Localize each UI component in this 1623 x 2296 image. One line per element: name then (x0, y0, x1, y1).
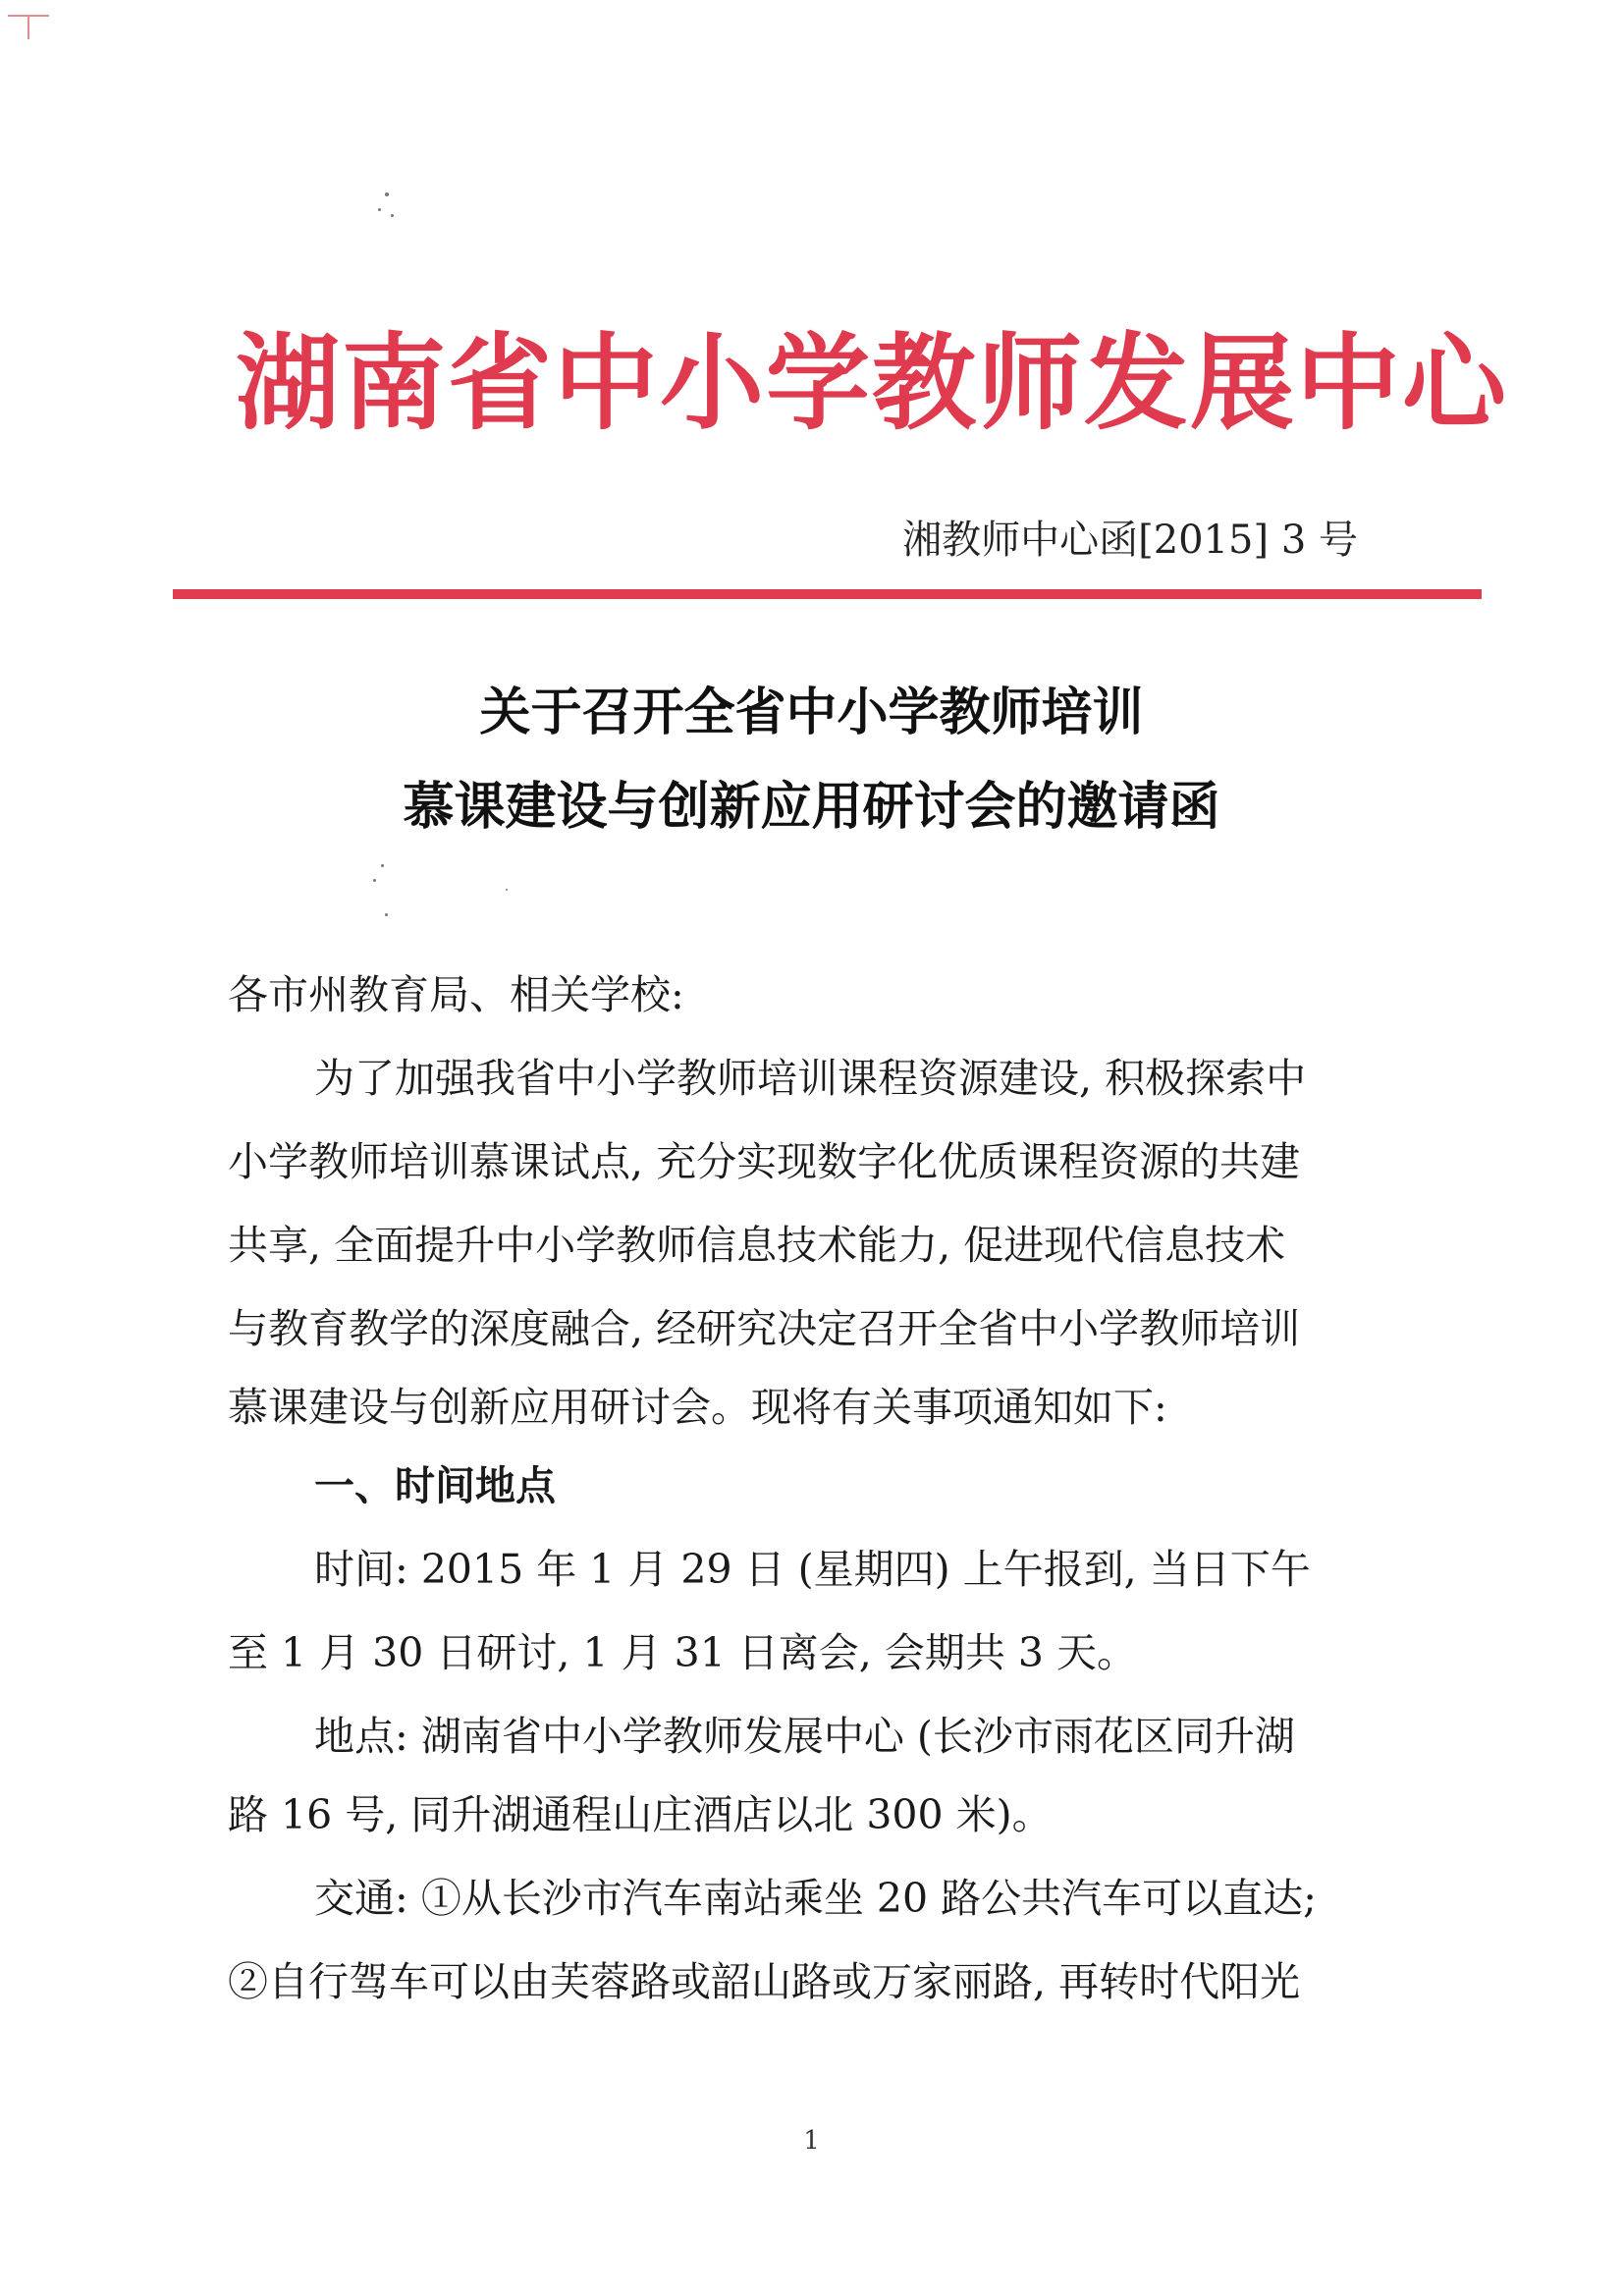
scan-speck (506, 889, 508, 891)
red-header-rule (173, 589, 1482, 599)
scan-speck (385, 192, 389, 196)
section-heading-time-place: 一、时间地点 (314, 1462, 556, 1509)
document-number: 湘教师中心函[2015] 3 号 (902, 518, 1358, 563)
salutation: 各市州教育局、相关学校: (228, 971, 684, 1018)
scan-speck (381, 864, 384, 867)
time-line: 至 1 月 30 日研讨, 1 月 31 日离会, 会期共 3 天。 (228, 1629, 1138, 1676)
intro-paragraph-line: 共享, 全面提升中小学教师信息技术能力, 促进现代信息技术 (228, 1222, 1286, 1269)
scan-speck (378, 208, 381, 211)
corner-registration-mark (4, 4, 53, 43)
page-number: 1 (803, 2126, 820, 2156)
intro-paragraph-line: 与教育教学的深度融合, 经研究决定召开全省中小学教师培训 (228, 1305, 1301, 1352)
scan-speck (385, 913, 388, 916)
place-line: 路 16 号, 同升湖通程山庄酒店以北 300 米)。 (228, 1791, 1053, 1838)
place-line: 地点: 湖南省中小学教师发展中心 (长沙市雨花区同升湖 (314, 1713, 1295, 1760)
document-title-line-1: 关于召开全省中小学教师培训 (479, 683, 1144, 742)
intro-paragraph-line: 小学教师培训慕课试点, 充分实现数字化优质课程资源的共建 (228, 1138, 1301, 1185)
time-line: 时间: 2015 年 1 月 29 日 (星期四) 上午报到, 当日下午 (314, 1546, 1311, 1593)
intro-paragraph-line: 慕课建设与创新应用研讨会。现将有关事项通知如下: (228, 1384, 1167, 1431)
transport-line: 交通: ①从长沙市汽车南站乘坐 20 路公共汽车可以直达; (314, 1875, 1317, 1922)
transport-line: ②自行驾车可以由芙蓉路或韶山路或万家丽路, 再转时代阳光 (228, 1958, 1301, 2005)
intro-paragraph-line: 为了加强我省中小学教师培训课程资源建设, 积极探索中 (314, 1055, 1307, 1102)
scan-speck (391, 214, 394, 217)
scan-speck (373, 879, 376, 882)
issuing-organization-header: 湖南省中小学教师发展中心 (236, 321, 1508, 444)
document-title-line-2: 慕课建设与创新应用研讨会的邀请函 (403, 778, 1220, 837)
